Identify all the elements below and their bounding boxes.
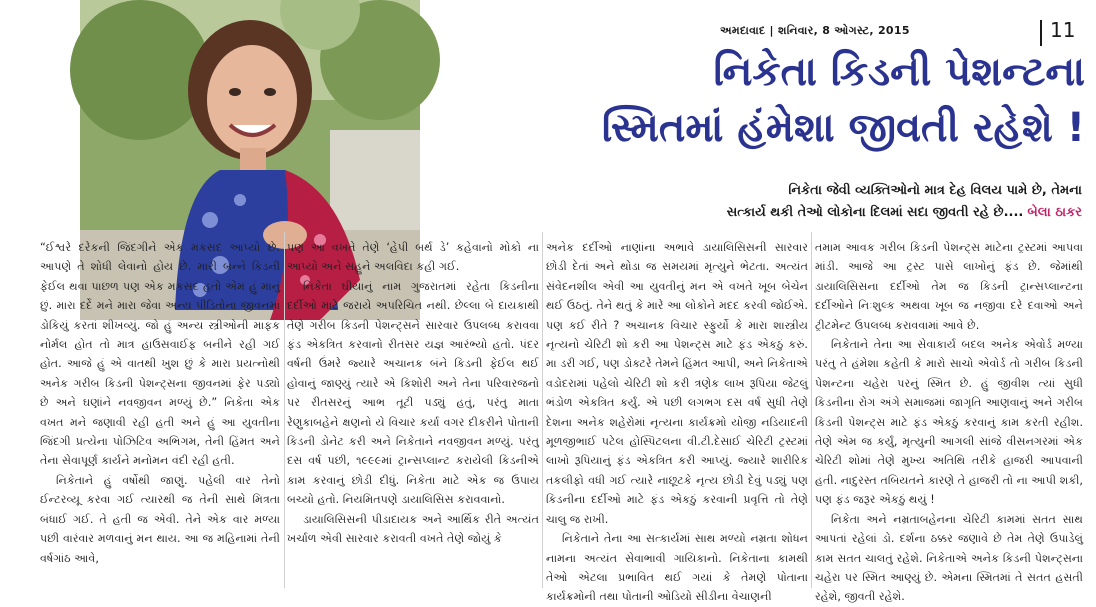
subheadline-line-2 (470, 202, 1082, 224)
subheadline-line-1: નિકેતા જેવી વ્યક્તિઓનો માત્ર દેહ વિલય પામે છે, તેમના (788, 183, 1082, 198)
page-number-divider (1040, 20, 1042, 46)
column-divider (542, 232, 543, 588)
paragraph: નિકેતા ઘીયાનું નામ ગુજરાતમાં રહેતા કિડનીના દર્દીઓ માટે જરાયે અપરિચિત નથી. છેલ્લા બે દાયકાથી તેણે ગરીબ કિડની પેશન્ટ્સને સારવાર ઉપલબ્ધ કરાવવા ફંડ એકત્રિત કરવાનો રીતસર યજ્ઞ આરંભ્યો હતો. પંદર વર્ષની ઉંમરે જ્યારે અચાનક બંને કિડની ફેઈલ થઈ હોવાનું જાણ્યું ત્યારે એ કિશોરી અને તેના પરિવારજનો પર રીતસરનું આભ તૂટી પડ્યું હતું, પરંતુ માતા રેણુકાબહેને ક્ષણનો યે વિચાર કર્યા વગર દીકરીને પોતાની કિડની ડોનેટ કરી અને નિકેતાને નવજીવન મળ્યું. પરંતુ દસ વર્ષ પછી, ૧૯૯૯માં ટ્રાન્સપ્લાન્ટ કરાયેલી કિડનીએ કામ કરવાનું છોડી દીધું. નિકેતા માટે એક જ ઉપાય બચ્યો હતો. નિયમિતપણે ડાયાલિસિસ કરાવવાનો. (287, 279, 539, 507)
headline-line-2: સ્મિતમાં હંમેશા જીવતી રહેશે ! (601, 105, 1085, 151)
author-byline: બેલા ઠાકર (1027, 205, 1082, 220)
article-column-4 (815, 238, 1083, 604)
article-column-3 (546, 238, 808, 604)
paragraph: ડાયાલિસિસની પીડાદાયક અને આર્થિક રીતે અત્યંત ખર્ચાળ એવી સારવાર કરાવતી વખતે તેણે જોયું કે (287, 512, 539, 546)
paragraph: અનેક દર્દીઓ નાણાંના અભાવે ડાયાલિસિસની સારવાર છોડી દેતાં અને થોડા જ સમયમાં મૃત્યુને ભેટતા. અત્યંત સંવેદનશીલ એવી આ યુવતીનું મન એ વખતે ખૂબ બેચેન થઈ ઉઠતું. તેને થતું કે મારે આ લોકોને મદદ કરવી જોઈએ. પણ કઈ રીતે ? અચાનક વિચાર સ્ફુર્યો કે મારા શાસ્ત્રીય નૃત્યનો ચેરિટી શો કરી આ પેશન્ટ્સ માટે ફંડ એકઠું કરું. મા ડરી ગઈ, પણ ડોક્ટરે તેમને હિંમત આપી, અને નિકેતાએ વડોદરામાં પહેલો ચેરિટી શો કરી ત્રણેક લાખ રૂપિયા જેટલું ભંડોળ એકત્રિત કર્યું. એ પછી લગભગ દસ વર્ષ સુધી તેણે દેશના અનેક શહેરોમાં નૃત્યના કાર્યક્રમો યોજી નડિયાદની મૂળજીભાઈ પટેલ હોસ્પિટલના વી.ટી.દેસાઈ ચેરિટી ટ્રસ્ટમાં લાખો રૂપિયાનું ફંડ એકત્રિત કરી આપ્યું. જ્યારે શારીરિક તકલીફો વધી ગઈ ત્યારે નાછૂટકે નૃત્ય છોડી દેવું પડ્યું પણ કિડનીના દર્દીઓ માટે ફંડ એકઠું કરવાની પ્રવૃત્તિ તો તેણે ચાલુ જ રાખી. (546, 241, 808, 526)
headline-line-1: નિકેતા કિડની પેશન્ટના (713, 49, 1085, 95)
paragraph: તમામ આવક ગરીબ કિડની પેશન્ટ્સ માટેના ટ્રસ્ટમાં આપવા માંડી. આજે આ ટ્રસ્ટ પાસે લાખોનું ફંડ છે. જેમાંથી ડાયાલિસિસના દર્દીઓ તેમ જ કિડની ટ્રાન્સપ્લાન્ટના દર્દીઓને નિઃશુલ્ક અથવા ખૂબ જ નજીવા દરે દવાઓ અને ટ્રીટમેન્ટ ઉપલબ્ધ કરાવવામાં આવે છે. (815, 241, 1083, 332)
headline (470, 44, 1085, 156)
paragraph: નિકેતાને તેના આ સેવાકાર્ય બદલ અનેક એવોર્ડ મળ્યા પરંતુ તે હંમેશા કહેતી કે મારો સાચો એવોર્ડ તો ગરીબ કિડની પેશન્ટના ચહેરા પરનું સ્મિત છે. હું જીવીશ ત્યાં સુધી કિડનીના રોગ અંગે સમાજમાં જાગૃતિ આણવાનું અને ગરીબ કિડની પેશન્ટ્સ માટે ફંડ એકઠું કરવાનું કામ કરતી રહીશ. તેણે એમ જ કર્યું, મૃત્યુની આગલી સાંજે વીસનગરમાં એક ચેરિટી શોમાં તેણે મુખ્ય અતિથિ તરીકે હાજરી આપવાની હતી. નાદુરસ્ત તબિયતને કારણે તે હાજરી તો ના આપી શકી, પણ ફંડ જરૂર એકઠું થયું ! (815, 338, 1083, 507)
dateline: અમદાવાદ | શનિવાર, 8 ઓગસ્ટ, 2015 (720, 24, 910, 37)
paragraph: નિકેતા અને નમ્રતાબહેનના ચેરિટી કામમાં સતત સાથ આપતાં રહેલાં ડો. દર્શના ઠક્કર જણાવે છે તેમ તેણે ઉપાડેલું કામ સતત ચાલતું રહેશે. નિકેતાએ અનેક કિડની પેશન્ટ્સના ચહેરા પર સ્મિત આણ્યું છે. એમના સ્મિતમાં તે સતત હસતી રહેશે, જીવતી રહેશે. (815, 512, 1083, 604)
paragraph: નિકેતાને હું વર્ષોથી જાણું. પહેલી વાર તેનો ઈન્ટરવ્યૂ કરવા ગઈ ત્યારથી જ તેની સાથે મિત્રતા બંધાઈ ગઈ. તે હતી જ એવી. તેને એક વાર મળ્યા પછી વારંવાર મળવાનું મન થાય. આ જ મહિનામાં તેની વર્ષગાંઠ આવે, (40, 473, 280, 565)
paragraph: “ઈશ્વરે દરેકની જિંદગીને એક મકસદ આપ્યો છે. આપણે તે શોધી લેવાનો હોય છે. મારી બન્ને કિડની ફેઈલ થવા પાછળ પણ એક મકસદ હતો એમ હું માનું છું. મારા દર્દે મને મારા જેવા અન્ય પીડિતોના જીવનમાં ડોકિયું કરતાં શીખવ્યું. જો હું અન્ય સ્ત્રીઓની માફક નોર્મલ હોત તો માત્ર હાઉસવાઈફ બનીને રહી ગઈ હોત. આજે હું એ વાતથી ખુશ છું કે મારા પ્રયત્નોથી અનેક ગરીબ કિડની પેશન્ટ્સના જીવનમાં ફેર પડ્યો છે અને ઘણાંને નવજીવન મળ્યું છે.” નિકેતા એક વખત મને જણાવી રહી હતી અને હું આ યુવતીના જિંદગી પ્રત્યેના પોઝિટિવ અભિગમ, તેની હિંમત અને તેના સેવાપૂર્ણ કાર્યને મનોમન વંદી રહી હતી. (40, 241, 280, 468)
paragraph: નિકેતાને તેના આ સત્કાર્યમાં સાથ મળ્યો નમ્રતા શોધન નામના અત્યંત સેવાભાવી ગાયિકાનો. નિકેતાના કામથી તેઓ એટલા પ્રભાવિત થઈ ગયાં કે તેમણે પોતાના કાર્યક્રમોની તથા પોતાની ઓડિયો સીડીના વેચાણની (546, 532, 808, 604)
article-column-1 (40, 238, 280, 588)
masthead (700, 20, 1090, 46)
column-divider (284, 232, 285, 588)
column-divider (811, 232, 812, 588)
article-column-2 (287, 238, 539, 588)
paragraph: પણ આ વખતે તેણે ‘હેપી બર્થ ડે’ કહેવાનો મોકો ના આપ્યો અને સહુને અલવિદા કહી ગઈ. (287, 241, 539, 274)
subheadline (470, 180, 1082, 224)
subheadline-text: સત્કાર્ય થકી તેઓ લોકોના દિલમાં સદા જીવતી રહે છે.... (726, 205, 1024, 220)
page-number: 11 (1050, 18, 1076, 42)
